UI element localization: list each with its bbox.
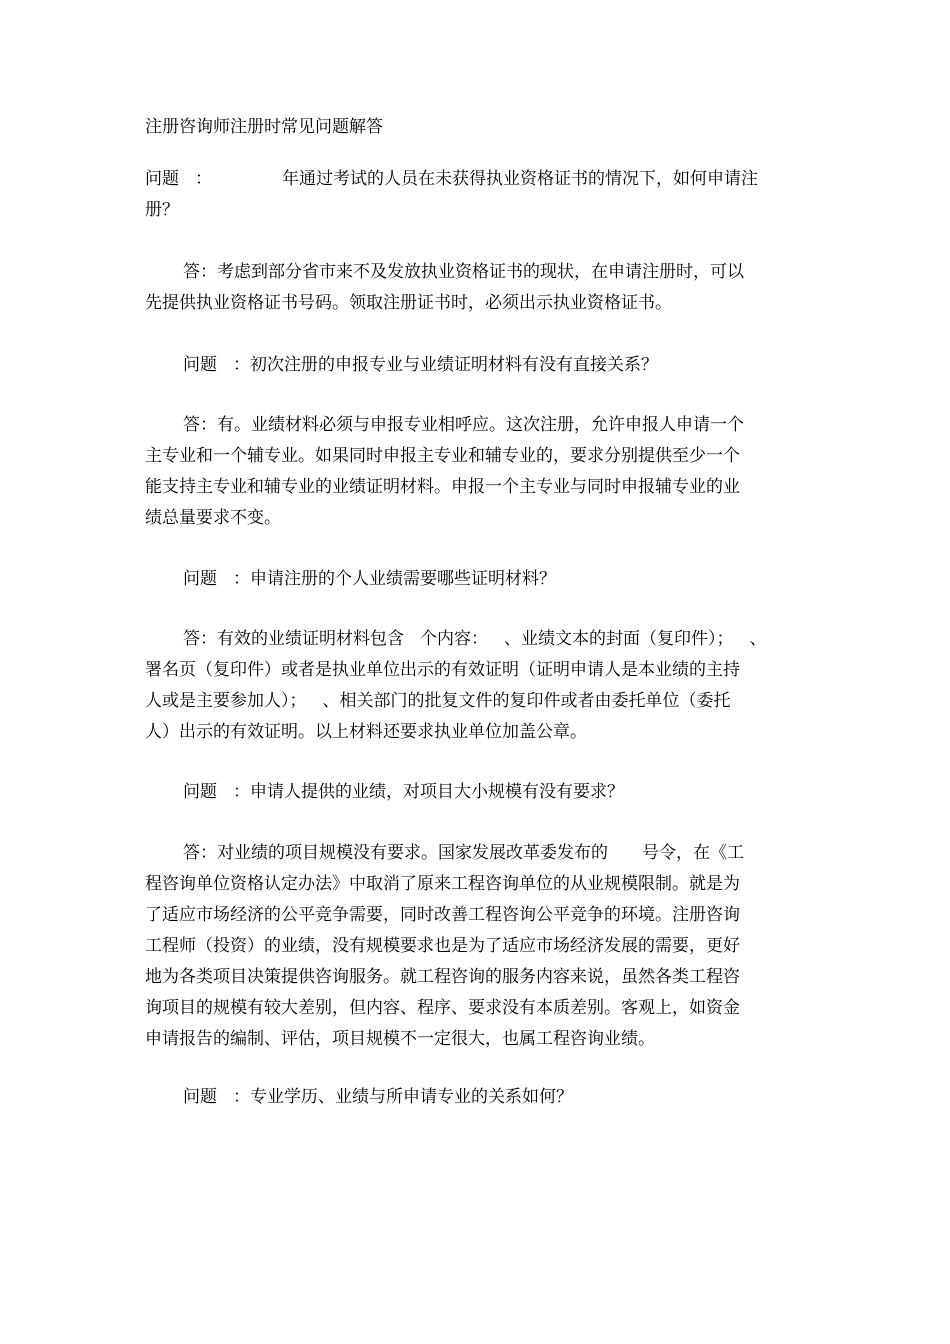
answer-3-text: 个内容： (420, 629, 488, 649)
answer-3-text: 、业绩文本的封面（复印件）； (504, 629, 734, 649)
question-2 (145, 350, 815, 381)
question-4 (145, 777, 815, 808)
question-5 (145, 1082, 815, 1113)
question-text: ：申请人提供的业绩，对项目大小规模有没有要求？ (233, 782, 624, 802)
answer-3-text: 人或是主要参加人）； (145, 691, 307, 711)
question-text: ：专业学历、业绩与所申请专业的关系如何？ (233, 1087, 573, 1107)
question-label: 问题 (145, 169, 179, 189)
answer-2-line-4: 绩总量要求不变。 (145, 508, 281, 528)
answer-4-text: 号令，在《工 (642, 843, 744, 863)
question-label: 问题 (183, 1087, 217, 1107)
answer-3 (145, 624, 815, 748)
answer-2-line-2: 主专业和一个辅专业。如果同时申报主专业和辅专业的，要求分别提供至少一个 (145, 446, 740, 466)
answer-3-line-4: 人）出示的有效证明。以上材料还要求执业单位加盖公章。 (145, 722, 587, 742)
question-1-line-2: 册？ (145, 200, 179, 220)
question-3 (145, 564, 815, 595)
answer-3-line-2: 署名页（复印件）或者是执业单位出示的有效证明（证明申请人是本业绩的主持 (145, 660, 740, 680)
answer-1-line-2: 先提供执业资格证书号码。领取注册证书时，必须出示执业资格证书。 (145, 293, 672, 313)
answer-3-line-1 (145, 624, 815, 655)
question-label: 问题 (183, 355, 217, 375)
answer-4-line-2: 程咨询单位资格认定办法》中取消了原来工程咨询单位的从业规模限制。就是为 (145, 874, 740, 894)
question-5-line (145, 1082, 815, 1113)
answer-4-line-3: 了适应市场经济的公平竞争需要，同时改善工程咨询公平竞争的环境。注册咨询 (145, 905, 740, 925)
question-colon: ： (195, 169, 212, 189)
answer-2 (145, 410, 815, 534)
answer-4-line-7: 申请报告的编制、评估，项目规模不一定很大，也属工程咨询业绩。 (145, 1029, 655, 1049)
question-label: 问题 (183, 782, 217, 802)
question-label: 问题 (183, 569, 217, 589)
question-1-line-1 (145, 164, 815, 195)
question-1 (145, 164, 815, 226)
question-text: 年通过考试的人员在未获得执业资格证书的情况下，如何申请注 (282, 169, 758, 189)
question-text: ：申请注册的个人业绩需要哪些证明材料？ (233, 569, 556, 589)
answer-3-text: 答：有效的业绩证明材料包含 (183, 629, 404, 649)
answer-4 (145, 838, 815, 1055)
answer-4-text: 答：对业绩的项目规模没有要求。国家发展改革委发布的 (183, 843, 608, 863)
question-2-line (145, 350, 815, 381)
answer-4-line-1 (145, 838, 815, 869)
answer-1 (145, 257, 815, 319)
answer-4-line-4: 工程师（投资）的业绩，没有规模要求也是为了适应市场经济发展的需要，更好 (145, 936, 740, 956)
answer-1-line-1: 答：考虑到部分省市来不及发放执业资格证书的现状，在申请注册时，可以 (183, 262, 744, 282)
answer-2-line-3: 能支持主专业和辅专业的业绩证明材料。申报一个主专业与同时申报辅专业的业 (145, 477, 740, 497)
answer-4-line-6: 询项目的规模有较大差别，但内容、程序、要求没有本质差别。客观上，如资金 (145, 998, 740, 1018)
answer-3-text: 、 (749, 629, 767, 649)
answer-3-text: 、相关部门的批复文件的复印件或者由委托单位（委托 (322, 691, 731, 711)
answer-2-line-1: 答：有。业绩材料必须与申报专业相呼应。这次注册，允许申报人申请一个 (183, 415, 744, 435)
document-title: 注册咨询师注册时常见问题解答 (145, 117, 383, 137)
question-4-line (145, 777, 815, 808)
answer-4-line-5: 地为各类项目决策提供咨询服务。就工程咨询的服务内容来说，虽然各类工程咨 (145, 967, 740, 987)
question-text: ：初次注册的申报专业与业绩证明材料有没有直接关系？ (233, 355, 658, 375)
answer-3-line-3 (145, 686, 815, 717)
question-3-line (145, 564, 815, 595)
